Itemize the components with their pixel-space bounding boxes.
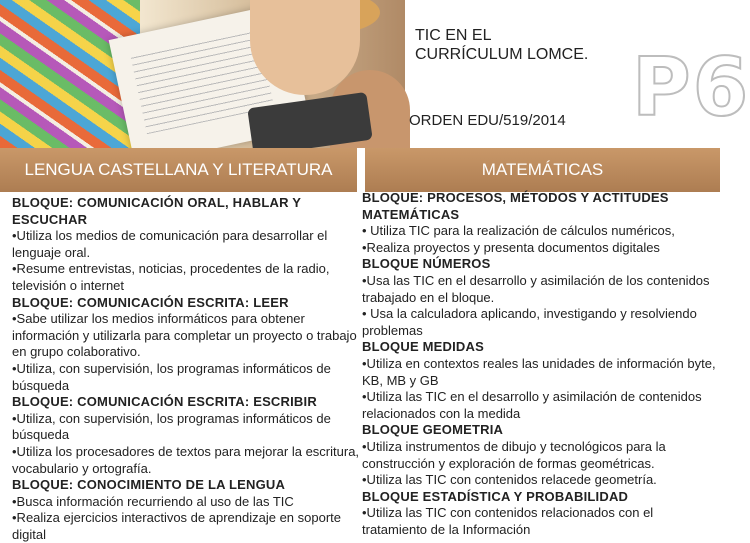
bullet-item: •Busca información recurriendo al uso de las TIC [12, 493, 294, 509]
block-heading: BLOQUE: COMUNICACIÓN ESCRITA: ESCRIBIR [12, 394, 317, 410]
bullet-item: •Utiliza, con supervisión, los programas informáticos de búsqueda [12, 410, 331, 443]
bullet-item: •Utiliza instrumentos de dibujo y tecnológicos para la construcción y exploración de formas geométricas. [362, 438, 666, 471]
bullet-item: •Utiliza los medios de comunicación para desarrollar el lenguaje oral. [12, 228, 328, 260]
bullet-item: • Utiliza TIC para la realización de cálculos numéricos, [362, 223, 675, 239]
matematicas-heading: MATEMÁTICAS [481, 160, 604, 179]
bullet-item: •Sabe utilizar los medios informáticos para obtener información y utilizarla para completar un proyecto o trabajo en grupo colaborativo. [12, 311, 357, 360]
bullet-item: •Usa las TIC en el desarrollo y asimilación de los contenidos trabajado en el bloque. [362, 272, 710, 305]
page-title [415, 26, 588, 64]
block-heading: BLOQUE: PROCESOS, MÉTODOS Y ACTITUDES MATEMÁTICAS [362, 190, 669, 222]
bullet-item: •Realiza proyectos y presenta documentos digitales [362, 239, 660, 255]
title-line-1: TIC EN EL [415, 27, 492, 44]
matematicas-heading-bar [365, 148, 720, 192]
bullet-item: •Utiliza las TIC en el desarrollo y asimilación de contenidos relacionados con la medida [362, 389, 702, 421]
bullet-item: •Resume entrevistas, noticias, procedentes de la radio, televisión o internet [12, 261, 330, 293]
lengua-content [12, 195, 362, 540]
block-heading: BLOQUE MEDIDAS [362, 339, 484, 355]
lengua-heading: LENGUA CASTELLANA Y LITERATURA [24, 160, 333, 179]
block-heading: BLOQUE ESTADÍSTICA Y PROBABILIDAD [362, 488, 629, 504]
bullet-item: • Usa la calculadora aplicando, investigando y resolviendo problemas [362, 306, 697, 338]
bullet-item: •Utiliza en contextos reales las unidades de información byte, KB, MB y GB [362, 355, 716, 388]
block-heading: BLOQUE GEOMETRIA [362, 422, 504, 438]
page-code: P6 [632, 41, 750, 134]
bullet-item: •Utiliza las TIC con contenidos relacede geometría. [362, 472, 657, 488]
block-heading: BLOQUE NÚMEROS [362, 256, 491, 272]
lengua-heading-bar [0, 148, 357, 192]
block-heading: BLOQUE: COMUNICACIÓN ESCRITA: LEER [12, 294, 289, 310]
block-heading: BLOQUE: COMUNICACIÓN ORAL, HABLAR Y ESCUCHAR [12, 195, 301, 227]
title-line-2: CURRÍCULUM LOMCE. [415, 46, 589, 63]
orden-label: ORDEN EDU/519/2014 [409, 112, 566, 129]
bullet-item: •Utiliza las TIC con contenidos relacionados con el tratamiento de la Información [362, 505, 654, 537]
header-photo [0, 0, 405, 148]
bullet-item: •Utiliza, con supervisión, los programas informáticos de búsqueda [12, 360, 331, 393]
bullet-item: •Utiliza los procesadores de textos para mejorar la escritura, vocabulario y ortografía. [12, 443, 360, 476]
matematicas-content [362, 190, 720, 540]
bullet-item: •Realiza ejercicios interactivos de aprendizaje en soporte digital [12, 510, 342, 542]
block-heading: BLOQUE: CONOCIMIENTO DE LA LENGUA [12, 477, 286, 493]
